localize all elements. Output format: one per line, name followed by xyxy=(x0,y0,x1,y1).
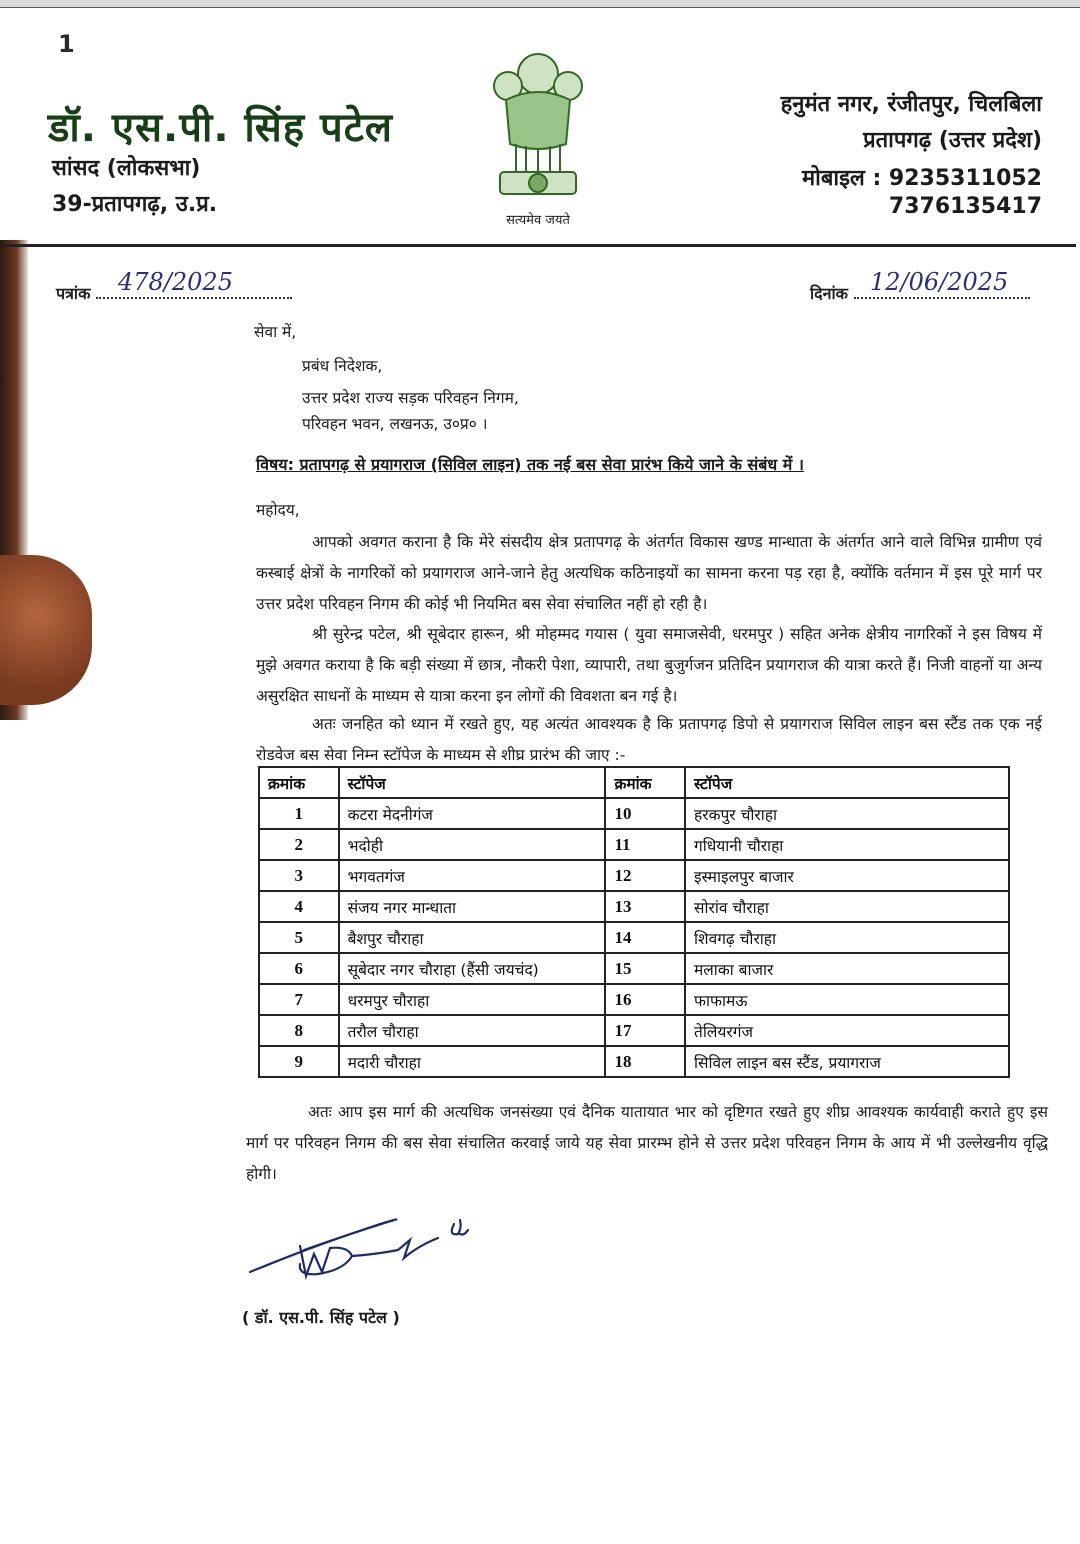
serial-cell: 12 xyxy=(605,860,685,891)
serial-cell: 9 xyxy=(259,1046,339,1077)
stoppage-cell: फाफामऊ xyxy=(685,984,1009,1015)
address-line-2: प्रतापगढ़ (उत्तर प्रदेश) xyxy=(863,128,1042,153)
table-row xyxy=(259,953,1009,984)
stoppage-cell: हरकपुर चौराहा xyxy=(685,798,1009,829)
addressee-line-2: उत्तर प्रदेश राज्य सड़क परिवहन निगम, xyxy=(302,389,519,407)
stoppage-cell: शिवगढ़ चौराहा xyxy=(685,922,1009,953)
addressee-line-1: प्रबंध निदेशक, xyxy=(302,357,383,375)
stoppage-cell: कटरा मेदनीगंज xyxy=(339,798,606,829)
serial-cell: 15 xyxy=(605,953,685,984)
date-label: दिनांक xyxy=(810,284,848,303)
stoppage-cell: सोरांव चौराहा xyxy=(685,891,1009,922)
serial-cell: 3 xyxy=(259,860,339,891)
national-emblem-icon xyxy=(486,44,590,204)
serial-cell: 7 xyxy=(259,984,339,1015)
letterhead-designation: सांसद (लोकसभा) xyxy=(52,156,201,181)
stoppage-cell: सूबेदार नगर चौराहा (हैंसी जयचंद) xyxy=(339,953,606,984)
stoppage-cell: गधियानी चौराहा xyxy=(685,829,1009,860)
letterhead-constituency: 39-प्रतापगढ़, उ.प्र. xyxy=(52,192,218,217)
serial-cell: 4 xyxy=(259,891,339,922)
stoppage-cell: मदारी चौराहा xyxy=(339,1046,606,1077)
body-paragraph-1: आपको अवगत कराना है कि मेरे संसदीय क्षेत्र प्रतापगढ़ के अंतर्गत विकास खण्ड मान्धाता के अंतर्गत आने वाले विभिन्न ग्रामीण एवं कस्बाई क्षेत्रों के नागरिकों को प्रयागराज आने-जाने हेतु अत्यधिक कठिनाइयों का सामना करना पड़ रहा है, क्योंकि वर्तमान में इस पूरे मार्ग पर उत्तर प्रदेश परिवहन निगम की कोई भी नियमित बस सेवा संचालित नहीं हो रही है। xyxy=(256,533,1042,613)
serial-cell: 13 xyxy=(605,891,685,922)
body-paragraph-2: श्री सुरेन्द्र पटेल, श्री सूबेदार हारून, श्री मोहम्मद गयास ( युवा समाजसेवी, धरमपुर ) सहित अनेक क्षेत्रीय नागरिकों ने इस विषय में मुझे अवगत कराया है कि बड़ी संख्या में छात्र, नौकरी पेशा, व्यापारी, तथा बुजुर्गजन प्रतिदिन प्रयागराज की यात्रा करते हैं। निजी वाहनों या अन्य असुरक्षित साधनों के माध्यम से यात्रा करना इन लोगों की विवशता बन गई है। xyxy=(256,625,1042,705)
table-header-row xyxy=(259,767,1009,798)
corner-mark: 1 xyxy=(58,30,75,58)
table-row xyxy=(259,798,1009,829)
table-row xyxy=(259,1046,1009,1077)
signatory-name: ( डॉ. एस.पी. सिंह पटेल ) xyxy=(242,1308,400,1327)
addressee-greeting: सेवा में, xyxy=(254,323,297,341)
serial-cell: 16 xyxy=(605,984,685,1015)
salutation: महोदय, xyxy=(256,501,300,519)
stoppage-cell: मलाका बाजार xyxy=(685,953,1009,984)
body-paragraph-3: अतः जनहित को ध्यान में रखते हुए, यह अत्यंत आवश्यक है कि प्रतापगढ़ डिपो से प्रयागराज सिविल लाइन बस स्टैंड तक एक नई रोडवेज बस सेवा निम्न स्टॉपेज के माध्यम से शीघ्र प्रारंभ की जाए :- xyxy=(256,715,1042,764)
serial-cell: 5 xyxy=(259,922,339,953)
addressee-line-3: परिवहन भवन, लखनऊ, उ०प्र० । xyxy=(302,415,488,433)
header-divider xyxy=(4,244,1076,247)
table-row xyxy=(259,1015,1009,1046)
letterhead-name: डॉ. एस.पी. सिंह पटेल xyxy=(48,105,394,151)
stoppage-cell: संजय नगर मान्धाता xyxy=(339,891,606,922)
signature-icon xyxy=(248,1210,488,1290)
header-serial-1: क्रमांक xyxy=(259,767,339,798)
table-row xyxy=(259,829,1009,860)
address-line-1: हनुमंत नगर, रंजीतपुर, चिलबिला xyxy=(780,92,1042,117)
mobile-number: मोबाइल : 9235311052 xyxy=(801,166,1042,191)
table-row xyxy=(259,984,1009,1015)
stoppage-cell: तेलियरगंज xyxy=(685,1015,1009,1046)
date-value: 12/06/2025 xyxy=(870,268,1009,296)
stoppage-cell: धरमपुर चौराहा xyxy=(339,984,606,1015)
stoppage-cell: भदोही xyxy=(339,829,606,860)
subject-line: विषय: प्रतापगढ़ से प्रयागराज (सिविल लाइन) तक नई बस सेवा प्रारंभ किये जाने के संबंध में । xyxy=(256,455,804,474)
letter-number-label: पत्रांक xyxy=(56,284,91,303)
body-paragraph-4: अतः आप इस मार्ग की अत्यधिक जनसंख्या एवं दैनिक यातायात भार को दृष्टिगत रखते हुए शीघ्र आवश्यक कार्यवाही कराते हुए इस मार्ग पर परिवहन निगम की बस सेवा संचालित करवाई जाये यह सेवा प्रारम्भ होने से उत्तर प्रदेश परिवहन निगम के आय में भी उल्लेखनीय वृद्धि होगी। xyxy=(246,1103,1048,1183)
serial-cell: 14 xyxy=(605,922,685,953)
table-row xyxy=(259,891,1009,922)
table-row xyxy=(259,922,1009,953)
serial-cell: 8 xyxy=(259,1015,339,1046)
holding-thumb xyxy=(0,555,92,705)
serial-cell: 2 xyxy=(259,829,339,860)
stoppage-cell: भगवतगंज xyxy=(339,860,606,891)
serial-cell: 10 xyxy=(605,798,685,829)
emblem-caption: सत्यमेव जयते xyxy=(506,213,570,228)
table-row xyxy=(259,860,1009,891)
header-stoppage-1: स्टॉपेज xyxy=(339,767,606,798)
header-serial-2: क्रमांक xyxy=(605,767,685,798)
table-body xyxy=(259,798,1009,1077)
serial-cell: 11 xyxy=(605,829,685,860)
stoppage-cell: तरौल चौराहा xyxy=(339,1015,606,1046)
stoppage-cell: इस्माइलपुर बाजार xyxy=(685,860,1009,891)
mobile-number-2: 7376135417 xyxy=(888,194,1042,219)
header-stoppage-2: स्टॉपेज xyxy=(685,767,1009,798)
letter-number-value: 478/2025 xyxy=(118,268,233,296)
top-bar xyxy=(0,0,1080,8)
stoppage-cell: सिविल लाइन बस स्टैंड, प्रयागराज xyxy=(685,1046,1009,1077)
serial-cell: 6 xyxy=(259,953,339,984)
stoppage-cell: बैशपुर चौराहा xyxy=(339,922,606,953)
serial-cell: 1 xyxy=(259,798,339,829)
serial-cell: 18 xyxy=(605,1046,685,1077)
serial-cell: 17 xyxy=(605,1015,685,1046)
stoppage-table xyxy=(258,766,1010,1078)
